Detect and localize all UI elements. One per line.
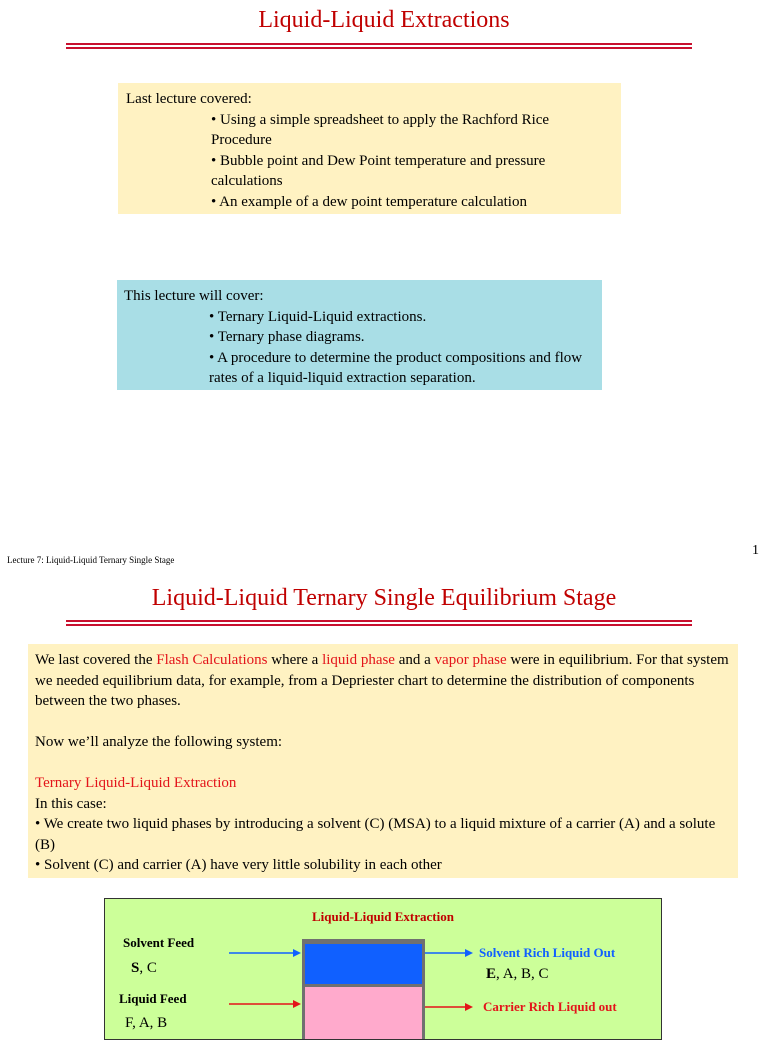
last-lecture-bullet: • Using a simple spreadsheet to apply the Rachford Rice Procedure: [211, 111, 550, 148]
solvent-feed-arrow: [227, 947, 303, 959]
flash-calculations-term: Flash Calculations: [156, 652, 268, 668]
title-rule: [66, 624, 692, 626]
solvent-out-components: , A, B, C: [496, 966, 549, 982]
extraction-diagram: [104, 898, 662, 1040]
intro-bullet: • We create two liquid phases by introducing a solvent (C) (MSA) to a liquid mixture of a carrier (A) and a solute (B): [35, 816, 716, 853]
slide1-title: Liquid-Liquid Extractions: [258, 7, 510, 33]
vapor-phase-term: vapor phase: [434, 652, 507, 668]
liquid-feed-composition: F, A, B: [125, 1015, 168, 1031]
title-rule: [66, 620, 692, 622]
solvent-feed-composition: [131, 960, 157, 977]
diagram-title: Liquid-Liquid Extraction: [312, 909, 454, 924]
carrier-out-label: Carrier Rich Liquid out: [483, 999, 617, 1014]
solvent-rich-phase: [305, 944, 422, 984]
liquid-feed-label: Liquid Feed: [119, 991, 187, 1006]
intro-paragraph: Now we’ll analyze the following system:: [35, 734, 283, 750]
this-lecture-bullet: • A procedure to determine the product compositions and flow rates of a liquid-liquid extraction separation.: [209, 349, 583, 386]
intro-paragraph: [35, 650, 731, 712]
carrier-out-arrow: [425, 1001, 475, 1013]
liquid-phase-term: liquid phase: [322, 652, 395, 668]
last-lecture-box: [118, 83, 621, 214]
this-lecture-heading: This lecture will cover:: [124, 288, 264, 304]
solvent-out-label: Solvent Rich Liquid Out: [479, 945, 616, 960]
title-rule: [66, 47, 692, 49]
last-lecture-bullet: • An example of a dew point temperature calculation: [211, 193, 527, 210]
solvent-out-composition: [486, 966, 549, 983]
solvent-out-symbol: E: [486, 966, 497, 982]
page-number: 1: [752, 543, 759, 558]
spacer: [35, 753, 731, 774]
intro-text: and a: [394, 652, 435, 668]
intro-paragraph: In this case:: [35, 795, 107, 812]
slide-footer: Lecture 7: Liquid-Liquid Ternary Single Stage: [7, 555, 175, 565]
intro-bullet: • Solvent (C) and carrier (A) have very little solubility in each other: [35, 857, 442, 873]
intro-text: We last covered the: [35, 652, 157, 668]
solvent-out-arrow: [425, 947, 475, 959]
last-lecture-heading: Last lecture covered:: [126, 91, 252, 107]
intro-text: where a: [267, 652, 323, 668]
this-lecture-box: [117, 280, 602, 390]
this-lecture-bullet: • Ternary phase diagrams.: [209, 329, 365, 345]
spacer: [35, 712, 731, 733]
intro-text: were in equilibrium. For that system we needed equilibrium data, for example, from a Depriester chart to determine the distribution of components between the two phases.: [35, 652, 729, 709]
slide2-title: Liquid-Liquid Ternary Single Equilibrium Stage: [151, 585, 617, 611]
liquid-feed-arrow: [227, 998, 303, 1010]
title-rule: [66, 43, 692, 45]
solvent-feed-label: Solvent Feed: [123, 935, 195, 950]
intro-box: [28, 644, 738, 878]
carrier-rich-phase: [305, 987, 422, 1039]
this-lecture-bullet: • Ternary Liquid-Liquid extractions.: [209, 308, 427, 325]
solvent-feed-symbol: S: [131, 960, 140, 976]
solvent-feed-components: , C: [139, 960, 157, 976]
last-lecture-bullet: • Bubble point and Dew Point temperature and pressure calculations: [211, 152, 546, 189]
ternary-subheading: Ternary Liquid-Liquid Extraction: [35, 775, 237, 791]
